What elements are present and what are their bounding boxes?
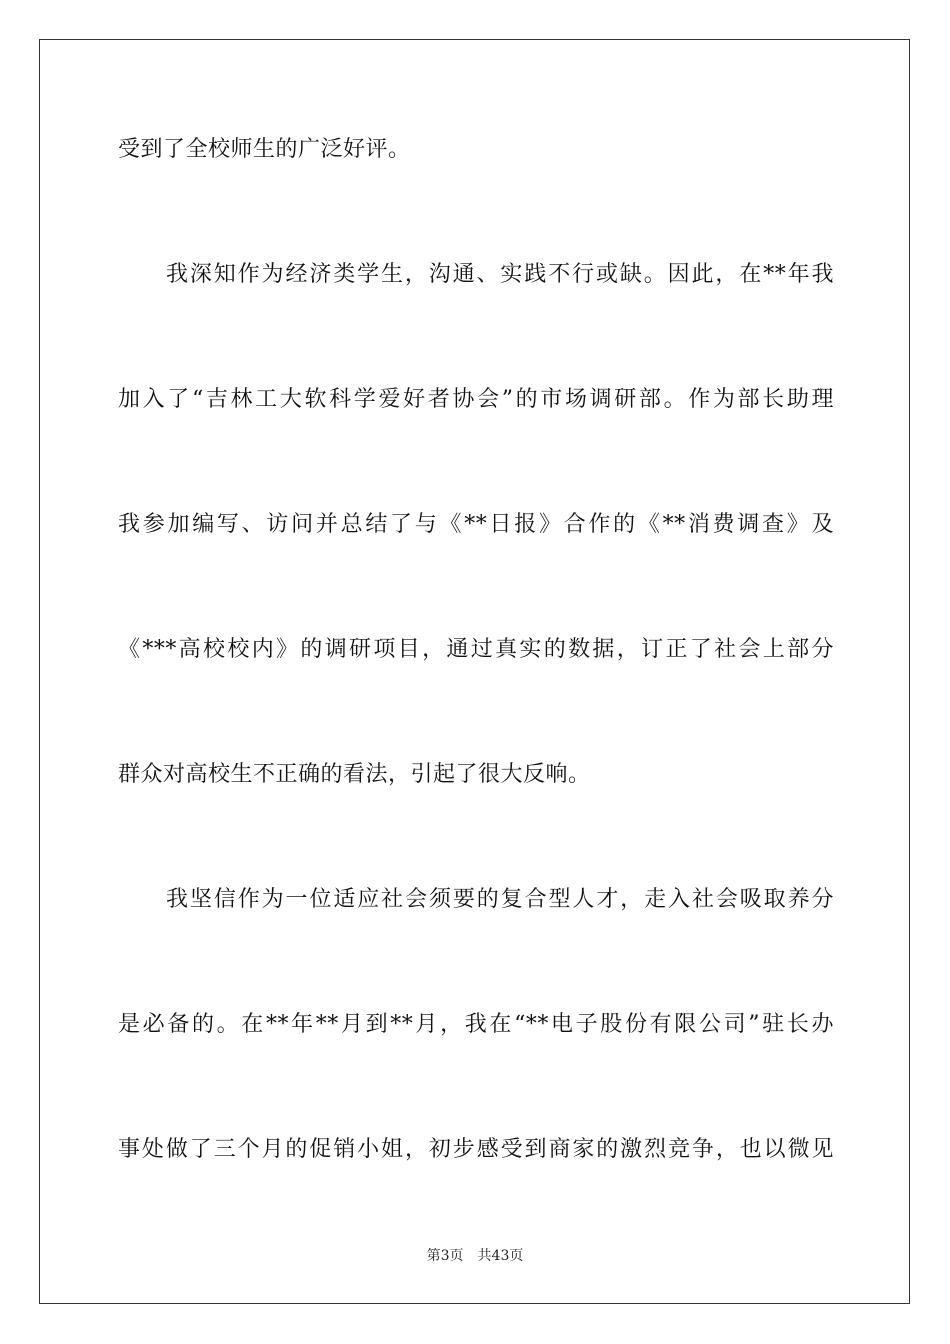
text-line: 加入了“吉林工大软科学爱好者协会”的市场调研部。作为部长助理 — [118, 387, 834, 412]
text-line: 我深知作为经济类学生，沟通、实践不行或缺。因此，在**年我 — [166, 262, 834, 287]
page-footer — [0, 1246, 950, 1266]
page-border — [39, 39, 910, 1304]
text-line: 《***高校校内》的调研项目，通过真实的数据，订正了社会上部分 — [118, 637, 834, 662]
page-number: 第3页 — [426, 1248, 464, 1264]
page-total: 共43页 — [477, 1248, 524, 1264]
text-line: 我参加编写、访问并总结了与《**日报》合作的《**消费调查》及 — [118, 512, 834, 537]
text-line: 是必备的。在**年**月到**月，我在“**电子股份有限公司”驻长办 — [118, 1012, 834, 1037]
text-line: 受到了全校师生的广泛好评。 — [118, 137, 411, 162]
text-line: 事处做了三个月的促销小姐，初步感受到商家的激烈竞争，也以微见 — [118, 1137, 834, 1162]
text-line: 群众对高校生不正确的看法，引起了很大反响。 — [118, 762, 591, 787]
text-line: 我坚信作为一位适应社会须要的复合型人才，走入社会吸取养分 — [166, 887, 834, 912]
